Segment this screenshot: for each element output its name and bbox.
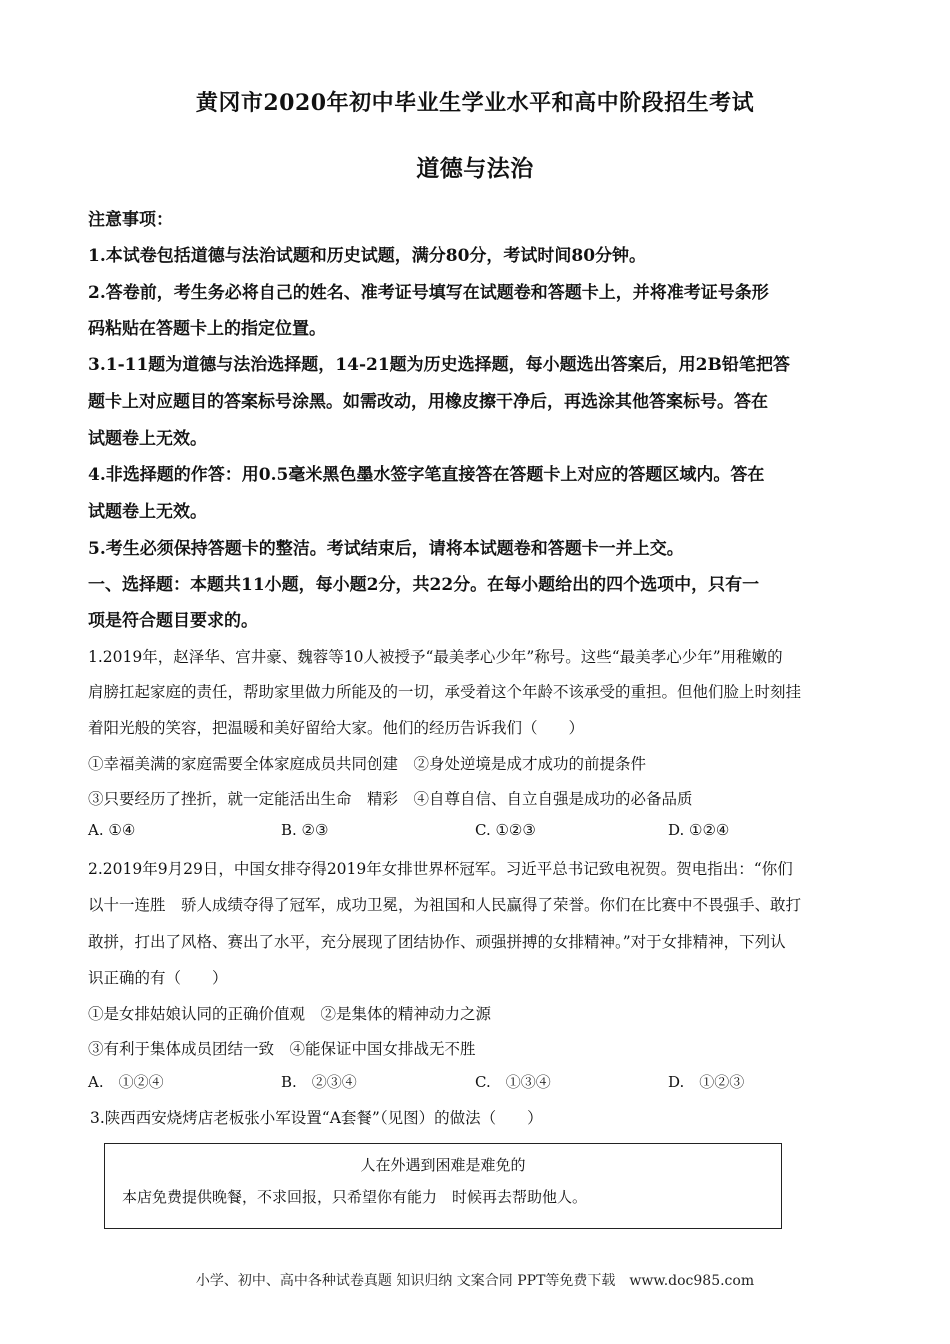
- question-2-stem: 以十一连胜 骄人成绩夺得了冠军，成功卫冕，为祖国和人民赢得了荣誉。你们在比赛中不畏强手、敢打: [88, 896, 802, 914]
- question-2-stem: 敢拼，打出了风格、赛出了水平，充分展现了团结协作、顽强拼搏的女排精神。”对于女排精神，下列认: [88, 933, 786, 951]
- option-c: C. ①③④: [475, 1073, 551, 1091]
- question-2-stem: 识正确的有（ ）: [88, 969, 228, 987]
- option-d: D. ①②③: [668, 1073, 745, 1091]
- notes-line: 题卡上对应题目的答案标号涂黑。如需改动，用橡皮擦干净后，再选涂其他答案标号。答在: [88, 392, 768, 412]
- notes-line: 3.1-11题为道德与法治选择题，14-21题为历史选择题，每小题选出答案后，用2B铅笔把答: [88, 355, 790, 375]
- question-1-options: [88, 821, 868, 843]
- notes-line: 试题卷上无效。: [88, 429, 207, 449]
- option-a: A. ①②④: [88, 1073, 164, 1091]
- subject-title: 道德与法治: [416, 155, 534, 182]
- notice-line: 本店免费提供晚餐，不求回报，只希望你有能力 时候再去帮助他人。: [122, 1188, 588, 1206]
- option-d: D. ①②④: [668, 821, 730, 839]
- notes-heading: 注意事项：: [88, 210, 173, 230]
- option-c: C. ①②③: [475, 821, 536, 839]
- option-b: B. ②③④: [281, 1073, 357, 1091]
- notes-line: 5.考生必须保持答题卡的整洁。考试结束后，请将本试题卷和答题卡一并上交。: [88, 539, 684, 559]
- set-meal-notice-box: [104, 1143, 782, 1229]
- option-a: A. ①④: [88, 821, 136, 839]
- section-heading: 项是符合题目要求的。: [88, 611, 258, 631]
- question-2-stem: 2.2019年9月29日，中国女排夺得2019年女排世界杯冠军。习近平总书记致电祝贺。贺电指出：“你们: [88, 860, 793, 878]
- notice-line: 人在外遇到困难是难免的: [360, 1156, 526, 1174]
- notes-line: 试题卷上无效。: [88, 502, 207, 522]
- exam-title: 黄冈市2020年初中毕业生学业水平和高中阶段招生考试: [195, 90, 755, 116]
- option-b: B. ②③: [281, 821, 329, 839]
- question-1-item: ①幸福美满的家庭需要全体家庭成员共同创建 ②身处逆境是成才成功的前提条件: [88, 755, 647, 773]
- question-1-stem: 着阳光般的笑容，把温暖和美好留给大家。他们的经历告诉我们（ ）: [88, 719, 585, 737]
- notes-line: 4.非选择题的作答：用0.5毫米黑色墨水签字笔直接答在答题卡上对应的答题区域内。答在: [88, 465, 765, 485]
- question-1-item: ③只要经历了挫折，就一定能活出生命 精彩 ④自尊自信、自立自强是成功的必备品质: [88, 790, 693, 808]
- notes-line: 2.答卷前，考生务必将自己的姓名、准考证号填写在试题卷和答题卡上，并将准考证号条形: [88, 283, 769, 303]
- question-2-item: ③有利于集体成员团结一致 ④能保证中国女排战无不胜: [88, 1040, 476, 1058]
- question-1-stem: 肩膀扛起家庭的责任，帮助家里做力所能及的一切，承受着这个年龄不该承受的重担。但他们脸上时刻挂: [88, 683, 802, 701]
- question-3-stem: 3.陕西西安烧烤店老板张小军设置“A套餐”（见图）的做法（ ）: [90, 1109, 543, 1127]
- question-2-item: ①是女排姑娘认同的正确价值观 ②是集体的精神动力之源: [88, 1005, 492, 1023]
- section-heading: 一、选择题：本题共11小题，每小题2分，共22分。在每小题给出的四个选项中，只有一: [88, 575, 760, 595]
- notes-line: 码粘贴在答题卡上的指定位置。: [88, 319, 326, 339]
- footer-text: 小学、初中、高中各种试卷真题 知识归纳 文案合同 PPT等免费下载 www.doc985.com: [195, 1273, 755, 1289]
- question-2-options: [88, 1071, 868, 1093]
- notes-line: 1.本试卷包括道德与法治试题和历史试题，满分80分，考试时间80分钟。: [88, 246, 647, 266]
- question-1-stem: 1.2019年，赵泽华、宫井豪、魏蓉等10人被授予“最美孝心少年”称号。这些“最美孝心少年”用稚嫩的: [88, 648, 783, 666]
